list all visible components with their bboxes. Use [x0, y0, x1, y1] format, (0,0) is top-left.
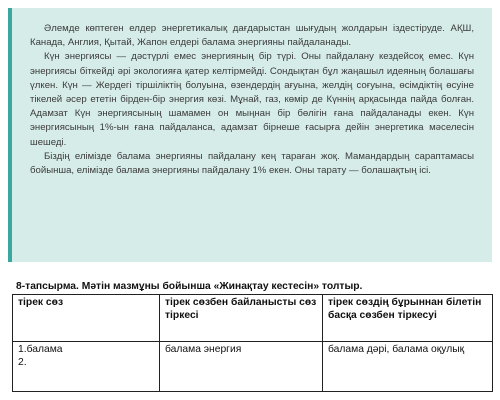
header-key-word: тірек сөз — [13, 295, 160, 342]
paragraph-3: Біздің елімізде балама энергияны пайдалану кең тараған жоқ. Мамандардың сараптамасы бойынша, елімізде балама энергияны пайдалану 1% екен. Оны тарату — болашақтың ісі. — [30, 150, 474, 177]
cell-key-word[interactable] — [13, 342, 160, 392]
cell-other-phrase[interactable]: балама дәрі, балама оқулық — [323, 342, 493, 392]
table-row — [13, 342, 493, 392]
reading-text — [30, 22, 474, 178]
paragraph-2: Күн энергиясы — дәстүрлі емес энергияның бір түрі. Оны пайдалану кездейсоқ емес. Күн энергиясы біткейді әрі экологияға қатер келтірмейді. Сондықтан бұл жаңашыл идеяның болашағы үлкен. Күн — Жердегі тіршіліктің болуына, өзендердің ағуына, желдің соғуына, өсімдіктің өсуіне тікелей әсер ететін бірден-бір энергия көзі. Мұнай, газ, көмір де Күннің арқасында пайда болған. Адамзат Күн энергиясының шамамен он мыңнан бір бөлігін ғана пайдаланады екен. Күн энергиясының 1%-ын ғана пайдаланса, адамзат бірнеше ғасырға дейін энергетика мәселесін шешеді. — [30, 51, 474, 148]
key-word-2: 2. — [18, 357, 27, 368]
reading-text-box — [8, 8, 492, 262]
paragraph-1: Әлемде көптеген елдер энергетикалық дағдарыстан шығудың жолдарын іздестіруде. АҚШ, Канада, Англия, Қытай, Жапон елдері балама энергияны пайдаланады. — [30, 23, 474, 49]
key-word-1: 1.балама — [18, 344, 63, 355]
header-other-phrase: тірек сөздің бұрыннан білетін басқа сөзбен тіркесуі — [323, 295, 493, 342]
table-header-row — [13, 295, 493, 342]
header-related-phrase: тірек сөзбен байланысты сөз тіркесі — [160, 295, 323, 342]
cell-related-phrase[interactable]: балама энергия — [160, 342, 323, 392]
task-heading: 8-тапсырма. Мәтін мазмұны бойынша «Жинақтау кестесін» толтыр. — [16, 281, 363, 292]
summary-table — [12, 294, 493, 392]
